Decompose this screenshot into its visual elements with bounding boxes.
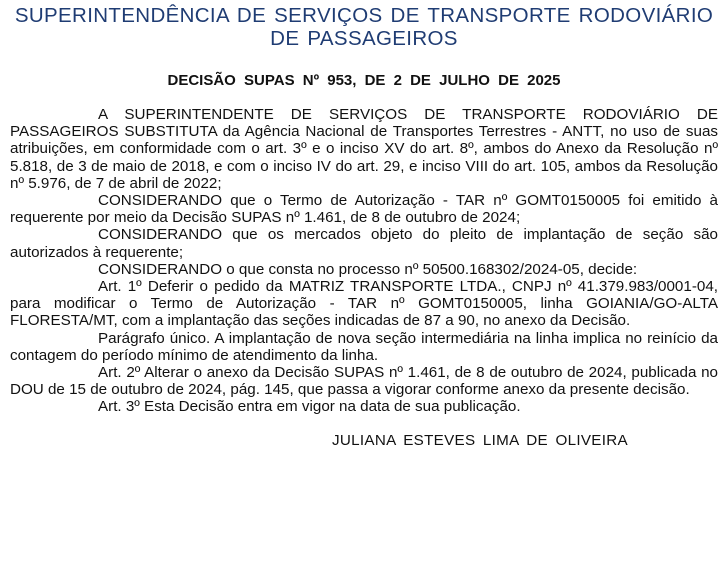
paragraph-art-3: Art. 3º Esta Decisão entra em vigor na data de sua publicação.	[98, 398, 521, 416]
paragraph-considerando-1: CONSIDERANDO que o Termo de Autorização - TAR nº GOMT0150005 foi emitido à requerente por meio da Decisão SUPAS nº 1.461, de 8 de outubro de 2024;	[10, 192, 718, 227]
paragraph-considerando-2: CONSIDERANDO que os mercados objeto do pleito de implantação de seção são autorizados à requerente;	[10, 226, 718, 261]
paragraph-preamble: A SUPERINTENDENTE DE SERVIÇOS DE TRANSPORTE RODOVIÁRIO DE PASSAGEIROS SUBSTITUTA da Agência Nacional de Transportes Terrestres - ANTT, no uso de suas atribuições, em conformidade com o art. 3º e o inciso XV do art. 8º, ambos do Anexo da Resolução nº 5.818, de 3 de maio de 2018, e com o inciso IV do art. 29, e inciso VIII do art. 105, ambos da Resolução nº 5.976, de 7 de abril de 2022;	[10, 106, 718, 192]
paragraph-considerando-3: CONSIDERANDO o que consta no processo nº 50500.168302/2024-05, decide:	[98, 260, 638, 278]
paragraph-art-1: Art. 1º Deferir o pedido da MATRIZ TRANSPORTE LTDA., CNPJ nº 41.379.983/0001-04, para modificar o Termo de Autorização - TAR nº GOMT0150005, linha GOIANIA/GO-ALTA FLORESTA/MT, com a implantação das seções indicadas de 87 a 90, no anexo da Decisão.	[10, 278, 718, 330]
signature-name: JULIANA ESTEVES LIMA DE OLIVEIRA	[332, 431, 628, 449]
decision-body	[10, 106, 718, 416]
paragraph-art-2: Art. 2º Alterar o anexo da Decisão SUPAS nº 1.461, de 8 de outubro de 2024, publicada no DOU de 15 de outubro de 2024, pág. 145, que passa a vigorar conforme anexo da presente decisão.	[10, 364, 718, 399]
decision-title: DECISÃO SUPAS Nº 953, DE 2 DE JULHO DE 2025	[167, 72, 561, 89]
organization-title: SUPERINTENDÊNCIA DE SERVIÇOS DE TRANSPORTE RODOVIÁRIO DE PASSAGEIROS	[14, 4, 714, 50]
document-page	[10, 4, 718, 450]
paragraph-paragrafo-unico: Parágrafo único. A implantação de nova seção intermediária na linha implica no reinício da contagem do período mínimo de atendimento da linha.	[10, 329, 718, 364]
